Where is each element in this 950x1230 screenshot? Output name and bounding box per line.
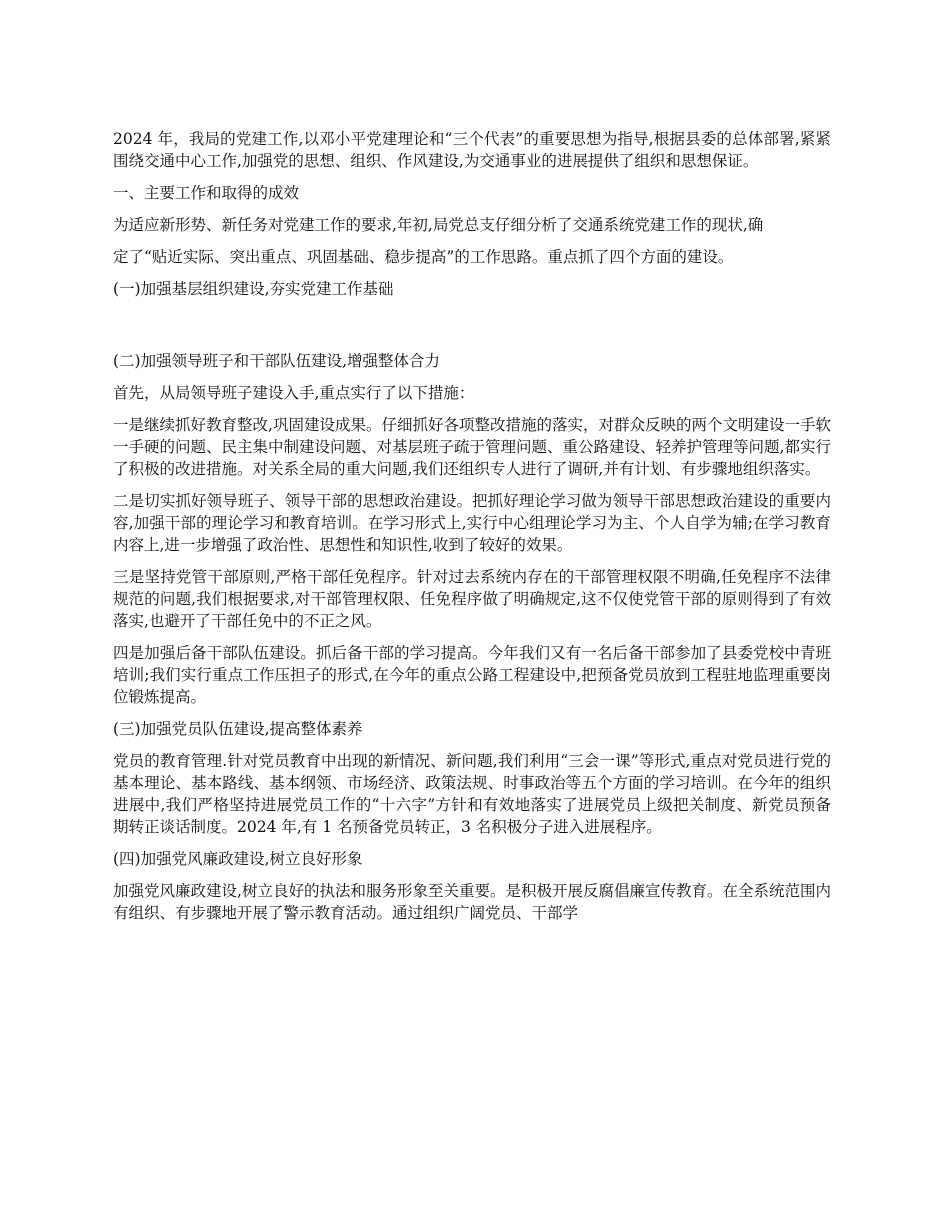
paragraph-measure-three: 三是坚持党管干部原则,严格干部任免程序。针对过去系统内存在的干部管理权限不明确,任免程序不法律规范的问题,我们根据要求,对干部管理权限、任免程序做了明确规定,这不仅使党管干部的原则得到了有效落实,也避开了干部任免中的不正之风。: [113, 568, 831, 630]
document-body: [113, 128, 831, 934]
subheading-party-members: (三)加强党员队伍建设,提高整体素养: [113, 720, 363, 738]
subheading-integrity: (四)加强党风廉政建设,树立良好形象: [113, 850, 363, 868]
section-heading-main-work: 一、主要工作和取得的成效: [113, 184, 300, 202]
paragraph-work-approach-part2: 定了“贴近实际、突出重点、巩固基础、稳步提高”的工作思路。重点抓了四个方面的建设。: [113, 248, 734, 266]
blank-gap: [113, 310, 831, 350]
subheading-leadership: (二)加强领导班子和干部队伍建设,增强整体合力: [113, 352, 441, 370]
paragraph-member-education: 党员的教育管理.针对党员教育中出现的新情况、新问题,我们利用“三会一课”等形式,重点对党员进行党的基本理论、基本路线、基本纲领、市场经济、政策法规、时事政治等五个方面的学习培训。在今年的组织进展中,我们严格坚持进展党员工作的“十六字”方针和有效地落实了进展党员上级把关制度、新党员预备期转正谈话制度。2024 年,有 1 名预备党员转正，3 名积极分子进入进展程序。: [113, 752, 831, 836]
subheading-grassroots: (一)加强基层组织建设,夯实党建工作基础: [113, 280, 394, 298]
paragraph-work-approach-part1: 为适应新形势、新任务对党建工作的要求,年初,局党总支仔细分析了交通系统党建工作的现状,确: [113, 216, 764, 234]
paragraph-measures-intro: 首先，从局领导班子建设入手,重点实行了以下措施：: [113, 384, 475, 402]
paragraph-measure-two: 二是切实抓好领导班子、领导干部的思想政治建设。把抓好理论学习做为领导干部思想政治建设的重要内容,加强干部的理论学习和教育培训。在学习形式上,实行中心组理论学习为主、个人自学为辅;在学习教育内容上,进一步增强了政治性、思想性和知识性,收到了较好的效果。: [113, 492, 831, 554]
paragraph-measure-one: 一是继续抓好教育整改,巩固建设成果。仔细抓好各项整改措施的落实，对群众反映的两个文明建设一手软一手硬的问题、民主集中制建设问题、对基层班子疏于管理问题、重公路建设、轻养护管理等问题,都实行了积极的改进措施。对关系全局的重大问题,我们还组织专人进行了调研,并有计划、有步骤地组织落实。: [113, 416, 831, 478]
paragraph-measure-four: 四是加强后备干部队伍建设。抓后备干部的学习提高。今年我们又有一名后备干部参加了县委党校中青班培训;我们实行重点工作压担子的形式,在今年的重点公路工程建设中,把预备党员放到工程驻地监理重要岗位锻炼提高。: [113, 644, 831, 706]
paragraph-integrity: 加强党风廉政建设,树立良好的执法和服务形象至关重要。是积极开展反腐倡廉宣传教育。在全系统范围内有组织、有步骤地开展了警示教育活动。通过组织广阔党员、干部学: [113, 882, 831, 922]
intro-paragraph: 2024 年，我局的党建工作,以邓小平党建理论和“三个代表”的重要思想为指导,根据县委的总体部署,紧紧围绕交通中心工作,加强党的思想、组织、作风建设,为交通事业的进展提供了组织和思想保证。: [113, 130, 831, 170]
